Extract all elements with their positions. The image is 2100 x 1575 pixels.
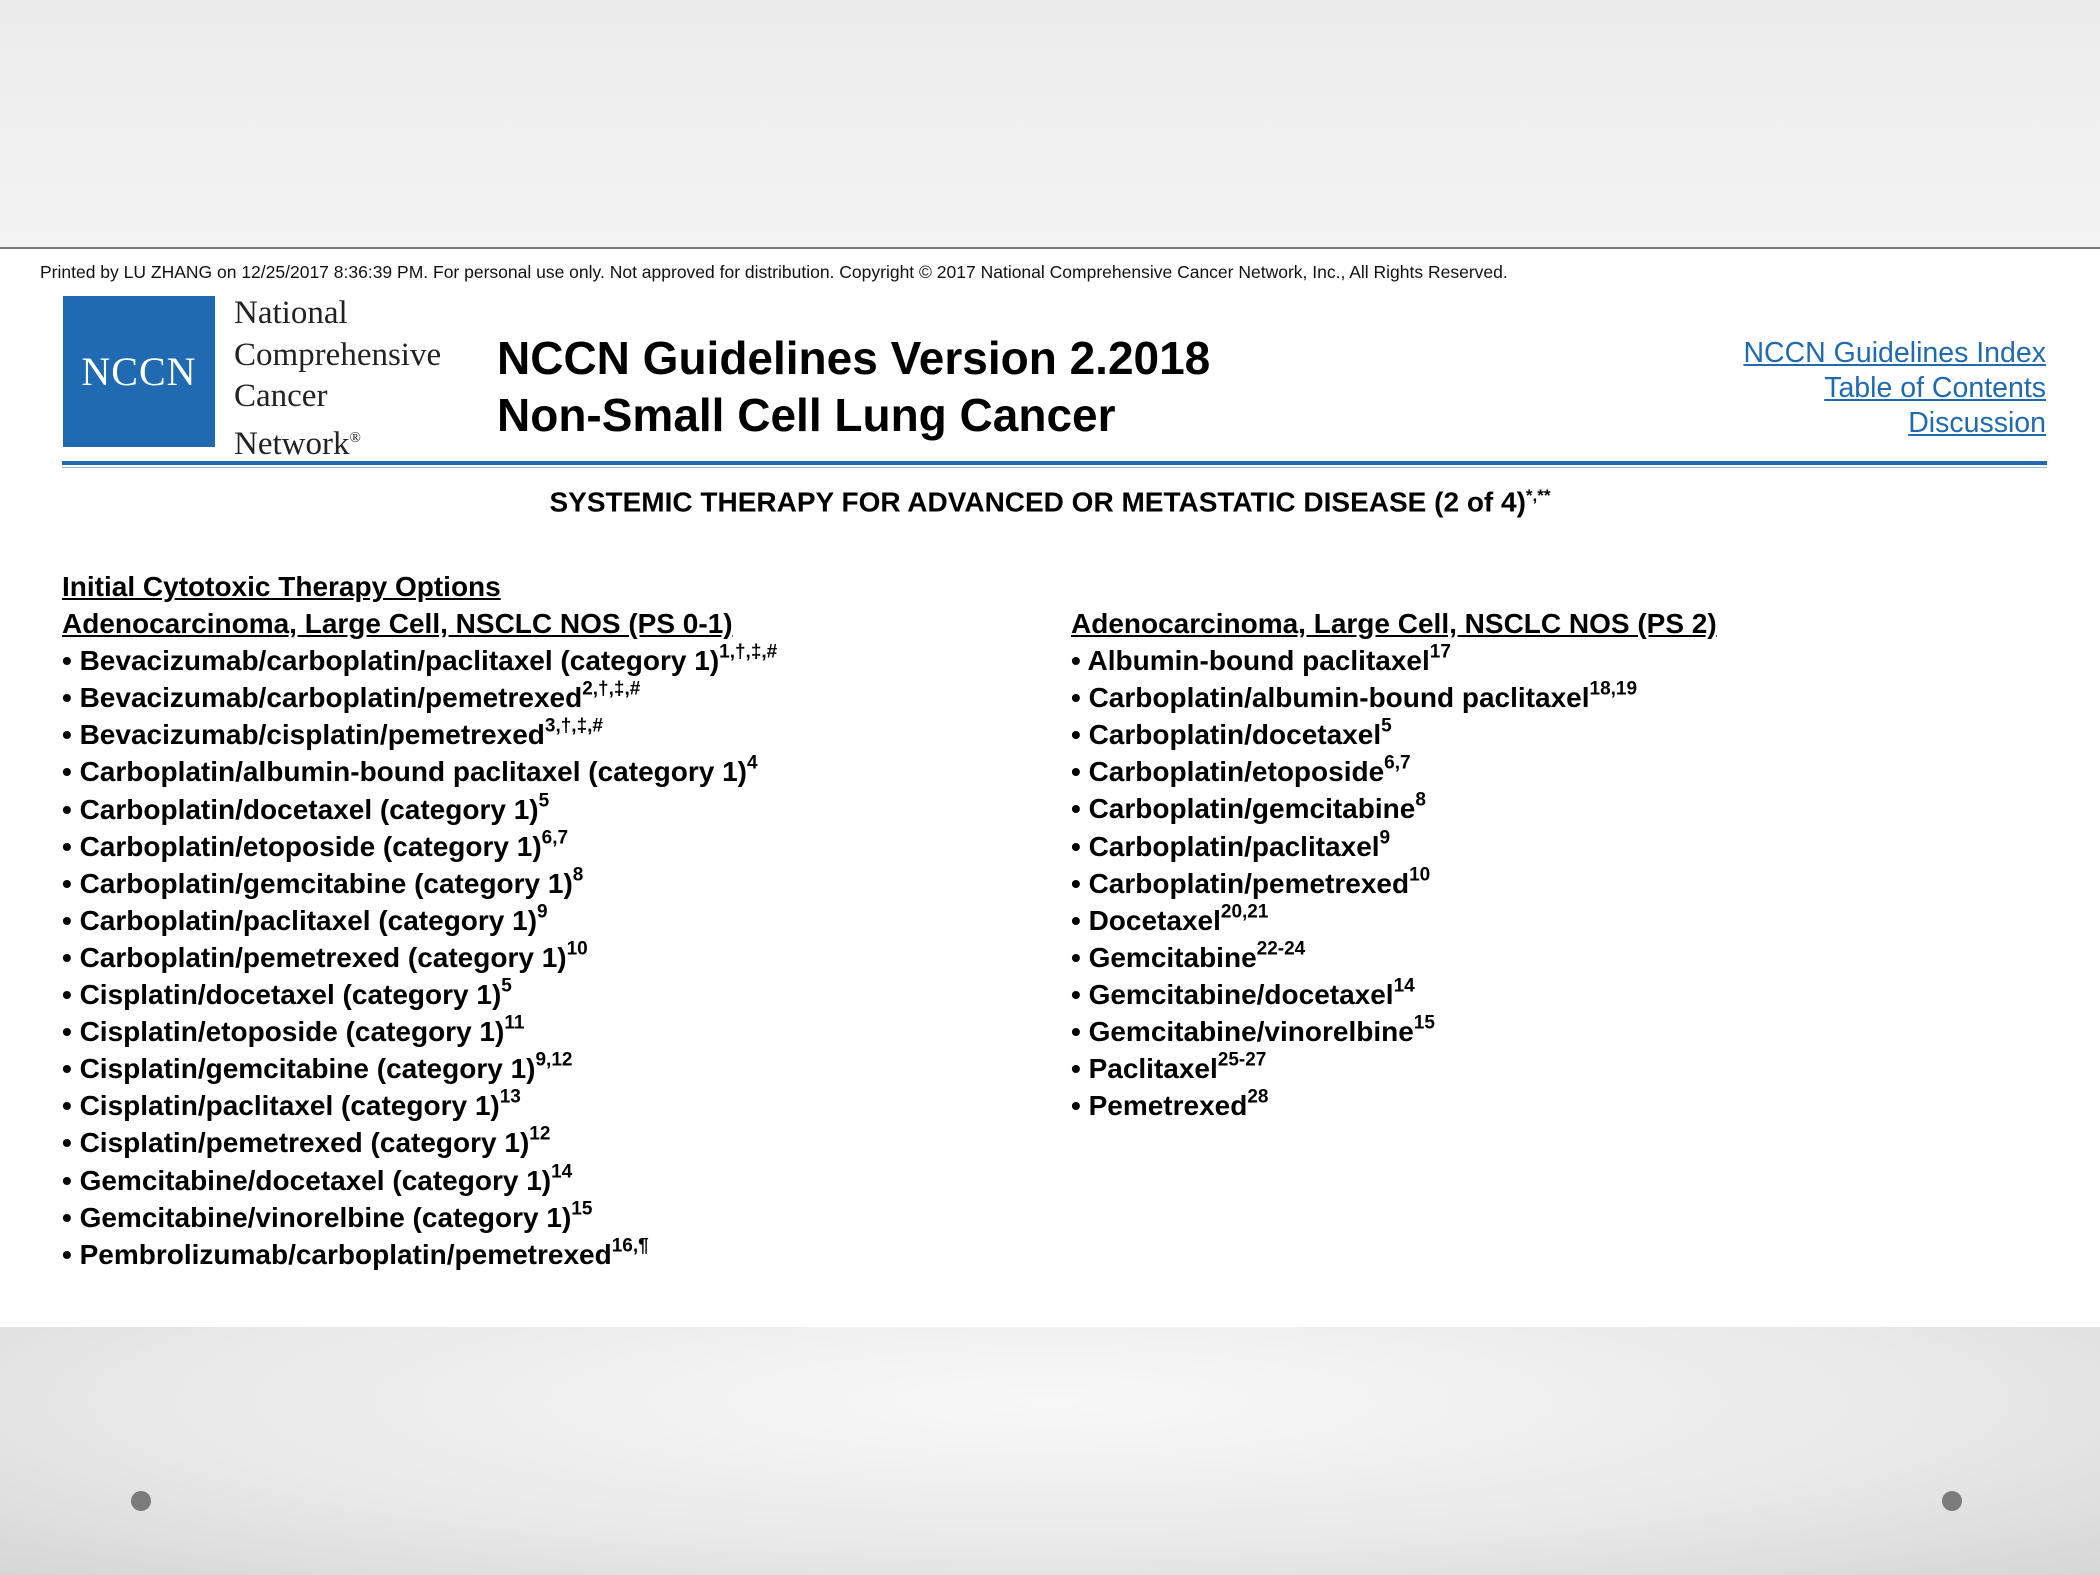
regimen-reference: 1,†,‡,# bbox=[719, 641, 778, 663]
regimen-text: • Paclitaxel bbox=[1071, 1053, 1218, 1085]
print-notice: Printed by LU ZHANG on 12/25/2017 8:36:39 PM. For personal use only. Not approved for distribution. Copyright © 2017 National Comprehensive Cancer Network, Inc., All Rights Reserved. bbox=[40, 262, 1508, 282]
regimen-item bbox=[1071, 753, 1717, 790]
logo-line-4 bbox=[234, 418, 441, 466]
regimen-item bbox=[62, 976, 777, 1013]
top-background bbox=[0, 0, 2100, 247]
regimen-reference: 13 bbox=[499, 1086, 521, 1108]
ps2-heading: Adenocarcinoma, Large Cell, NSCLC NOS (PS 2) bbox=[1071, 608, 1717, 639]
regimen-item bbox=[62, 753, 777, 790]
regimen-text: • Cisplatin/etoposide (category 1) bbox=[62, 1016, 505, 1048]
section-title bbox=[0, 486, 2100, 518]
document-page bbox=[0, 247, 2100, 1327]
regimen-reference: 25-27 bbox=[1217, 1049, 1267, 1071]
regimen-item bbox=[62, 1162, 777, 1199]
regimen-text: • Gemcitabine/docetaxel bbox=[1071, 978, 1394, 1010]
logo-line-2: Comprehensive bbox=[234, 336, 442, 373]
ps01-list bbox=[62, 642, 777, 1273]
title-line-2: Non-Small Cell Lung Cancer bbox=[497, 389, 1116, 441]
regimen-reference: 17 bbox=[1429, 641, 1451, 663]
logo-wordmark bbox=[234, 293, 441, 465]
ps2-column bbox=[1071, 605, 1717, 1124]
regimen-item bbox=[1071, 642, 1717, 679]
regimen-item bbox=[62, 902, 777, 939]
document-title bbox=[497, 330, 1210, 444]
nccn-logo bbox=[63, 296, 215, 447]
bottom-background bbox=[0, 1327, 2100, 1575]
regimen-text: • Carboplatin/paclitaxel bbox=[1071, 830, 1380, 862]
guidelines-index-link[interactable]: NCCN Guidelines Index bbox=[1743, 337, 2046, 369]
regimen-item bbox=[1071, 1087, 1717, 1124]
regimen-item bbox=[1071, 902, 1717, 939]
regimen-reference: 9 bbox=[1379, 827, 1391, 849]
section-title-text: SYSTEMIC THERAPY FOR ADVANCED OR METASTATIC DISEASE (2 of 4) bbox=[549, 486, 1526, 518]
regimen-text: • Carboplatin/albumin-bound paclitaxel (category 1) bbox=[62, 756, 748, 788]
regimen-reference: 9,12 bbox=[535, 1049, 573, 1071]
regimen-text: • Pembrolizumab/carboplatin/pemetrexed bbox=[62, 1238, 612, 1270]
regimen-item bbox=[1071, 790, 1717, 827]
regimen-text: • Carboplatin/pemetrexed (category 1) bbox=[62, 941, 567, 973]
regimen-text: • Carboplatin/docetaxel (category 1) bbox=[62, 793, 539, 825]
regimen-text: • Gemcitabine bbox=[1071, 941, 1257, 973]
regimen-text: • Docetaxel bbox=[1071, 904, 1221, 936]
registered-mark: ® bbox=[349, 429, 361, 446]
initial-therapy-heading: Initial Cytotoxic Therapy Options bbox=[62, 571, 501, 602]
regimen-reference: 5 bbox=[1381, 715, 1392, 737]
regimen-text: • Bevacizumab/carboplatin/pemetrexed bbox=[62, 682, 583, 714]
regimen-item bbox=[1071, 679, 1717, 716]
regimen-text: • Carboplatin/docetaxel bbox=[1071, 719, 1382, 751]
regimen-reference: 2,†,‡,# bbox=[582, 678, 641, 700]
regimen-text: • Bevacizumab/carboplatin/paclitaxel (category 1) bbox=[62, 645, 720, 677]
regimen-text: • Bevacizumab/cisplatin/pemetrexed bbox=[62, 719, 545, 751]
regimen-item bbox=[62, 1199, 777, 1236]
left-dot-indicator bbox=[131, 1491, 151, 1511]
regimen-reference: 12 bbox=[529, 1124, 551, 1146]
regimen-reference: 14 bbox=[1393, 975, 1415, 997]
ps2-list bbox=[1071, 642, 1717, 1124]
regimen-text: • Carboplatin/paclitaxel (category 1) bbox=[62, 904, 538, 936]
regimen-text: • Albumin-bound paclitaxel bbox=[1071, 645, 1430, 677]
regimen-text: • Carboplatin/gemcitabine (category 1) bbox=[62, 867, 573, 899]
regimen-text: • Cisplatin/docetaxel (category 1) bbox=[62, 979, 502, 1011]
regimen-text: • Carboplatin/albumin-bound paclitaxel bbox=[1071, 682, 1590, 714]
regimen-text: • Carboplatin/pemetrexed bbox=[1071, 867, 1410, 899]
regimen-reference: 18,19 bbox=[1589, 678, 1638, 700]
regimen-reference: 6,7 bbox=[541, 827, 569, 849]
regimen-text: • Cisplatin/pemetrexed (category 1) bbox=[62, 1127, 530, 1159]
regimen-reference: 9 bbox=[537, 901, 548, 923]
regimen-item bbox=[1071, 865, 1717, 902]
right-dot-indicator bbox=[1942, 1491, 1962, 1511]
title-line-1: NCCN Guidelines Version 2.2018 bbox=[497, 332, 1211, 384]
regimen-item bbox=[1071, 976, 1717, 1013]
regimen-item bbox=[62, 1236, 777, 1273]
table-of-contents-link[interactable]: Table of Contents bbox=[1824, 372, 2046, 404]
logo-line-4-text: Network bbox=[234, 425, 350, 462]
regimen-item bbox=[62, 716, 777, 753]
header-divider bbox=[62, 461, 2047, 465]
ps01-heading: Adenocarcinoma, Large Cell, NSCLC NOS (PS 0-1) bbox=[62, 608, 733, 640]
regimen-reference: 5 bbox=[501, 975, 512, 997]
regimen-text: • Carboplatin/etoposide (category 1) bbox=[62, 830, 542, 862]
discussion-link[interactable]: Discussion bbox=[1908, 407, 2046, 439]
regimen-item bbox=[1071, 939, 1717, 976]
regimen-reference: 15 bbox=[1413, 1012, 1435, 1034]
regimen-item bbox=[62, 642, 777, 679]
regimen-item bbox=[62, 1124, 777, 1161]
regimen-text: • Cisplatin/gemcitabine (category 1) bbox=[62, 1053, 536, 1085]
regimen-text: • Pemetrexed bbox=[1071, 1090, 1248, 1122]
regimen-reference: 15 bbox=[571, 1198, 593, 1220]
regimen-reference: 10 bbox=[566, 938, 588, 960]
logo-line-3: Cancer bbox=[234, 378, 328, 414]
ps01-column bbox=[62, 568, 777, 1273]
regimen-reference: 11 bbox=[504, 1012, 525, 1034]
logo-abbr: NCCN bbox=[81, 349, 197, 394]
regimen-reference: 8 bbox=[1415, 790, 1426, 812]
regimen-item bbox=[62, 791, 777, 828]
regimen-text: • Carboplatin/etoposide bbox=[1071, 756, 1385, 788]
regimen-reference: 5 bbox=[538, 790, 550, 812]
regimen-reference: 16,¶ bbox=[611, 1235, 649, 1257]
guideline-nav bbox=[1743, 336, 2046, 441]
regimen-item bbox=[62, 865, 777, 902]
regimen-item bbox=[62, 1087, 777, 1124]
regimen-reference: 28 bbox=[1247, 1086, 1269, 1108]
regimen-text: • Gemcitabine/docetaxel (category 1) bbox=[62, 1164, 552, 1196]
regimen-reference: 6,7 bbox=[1384, 753, 1411, 775]
regimen-reference: 4 bbox=[747, 753, 758, 775]
header-divider-shadow bbox=[62, 467, 2047, 468]
regimen-reference: 3,†,‡,# bbox=[544, 716, 603, 738]
regimen-item bbox=[62, 828, 777, 865]
regimen-text: • Carboplatin/gemcitabine bbox=[1071, 793, 1416, 825]
regimen-item bbox=[1071, 1050, 1717, 1087]
regimen-text: • Cisplatin/paclitaxel (category 1) bbox=[62, 1090, 500, 1122]
regimen-item bbox=[62, 1050, 777, 1087]
regimen-item bbox=[62, 1013, 777, 1050]
regimen-reference: 22-24 bbox=[1256, 938, 1306, 960]
regimen-item bbox=[62, 679, 777, 716]
logo-line-1: National bbox=[234, 295, 348, 331]
regimen-item bbox=[1071, 828, 1717, 865]
regimen-reference: 10 bbox=[1409, 864, 1431, 886]
regimen-text: • Gemcitabine/vinorelbine bbox=[1071, 1016, 1414, 1048]
section-title-footnote: *,** bbox=[1525, 486, 1551, 505]
regimen-item bbox=[1071, 1013, 1717, 1050]
regimen-item bbox=[62, 939, 777, 976]
regimen-item bbox=[1071, 716, 1717, 753]
regimen-reference: 14 bbox=[551, 1161, 573, 1183]
regimen-reference: 20,21 bbox=[1220, 901, 1269, 923]
regimen-reference: 8 bbox=[572, 864, 584, 886]
regimen-text: • Gemcitabine/vinorelbine (category 1) bbox=[62, 1201, 572, 1233]
